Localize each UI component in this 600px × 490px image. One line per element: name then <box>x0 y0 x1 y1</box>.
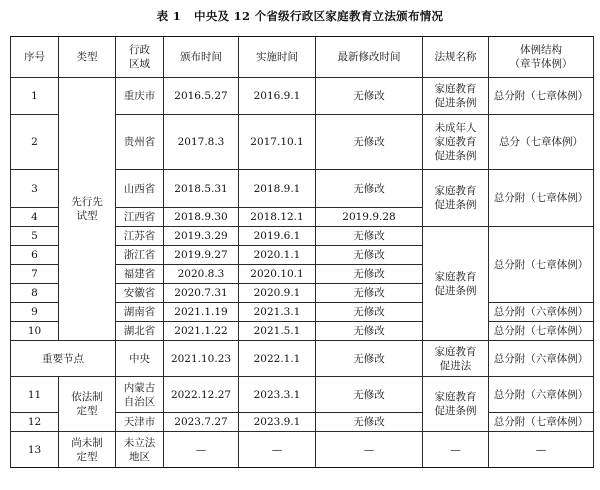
cell-effective: 2020.10.1 <box>239 265 316 284</box>
cell-effective: 2021.5.1 <box>239 322 316 341</box>
cell-structure: 总分附（七章体例） <box>489 78 594 115</box>
type-legislated: 依法制 定型 <box>59 377 116 432</box>
cell-region: 湖南省 <box>116 303 164 322</box>
cell-law-name: 家庭教育 促进法 <box>423 341 489 377</box>
cell-promulgated: 2020.7.31 <box>164 284 239 303</box>
caption-text: 中央及 12 个省级行政区家庭教育立法颁布情况 <box>193 9 444 23</box>
cell-promulgated: 2020.8.3 <box>164 265 239 284</box>
cell-index: 8 <box>11 284 59 303</box>
cell-revised: 无修改 <box>316 265 423 284</box>
cell-effective: 2017.10.1 <box>239 115 316 170</box>
type-key: 重要节点 <box>11 341 116 377</box>
cell-region: 浙江省 <box>116 246 164 265</box>
caption-label: 表 1 <box>156 9 182 23</box>
type-pending: 尚未制 定型 <box>59 432 116 468</box>
cell-region: 内蒙古 自治区 <box>116 377 164 413</box>
header-revised: 最新修改时间 <box>316 37 423 78</box>
cell-promulgated: 2021.1.22 <box>164 322 239 341</box>
cell-promulgated: 2021.1.19 <box>164 303 239 322</box>
cell-effective: 2023.3.1 <box>239 377 316 413</box>
cell-revised: 无修改 <box>316 246 423 265</box>
cell-law-name: 家庭教育 促进条例 <box>423 170 489 227</box>
cell-effective: 2020.1.1 <box>239 246 316 265</box>
table-caption <box>0 8 600 24</box>
cell-index: 4 <box>11 208 59 227</box>
cell-structure: 总分附（六章体例） <box>489 377 594 413</box>
cell-revised: 无修改 <box>316 303 423 322</box>
header-row <box>11 37 594 78</box>
header-index: 序号 <box>11 37 59 78</box>
table-row <box>11 341 594 377</box>
cell-structure: 总分附（七章体例） <box>489 413 594 432</box>
cell-revised: 无修改 <box>316 78 423 115</box>
cell-law-name: 家庭教育 促进条例 <box>423 227 489 341</box>
cell-effective: — <box>239 432 316 468</box>
header-structure: 体例结构 （章节体例） <box>489 37 594 78</box>
cell-effective: 2020.9.1 <box>239 284 316 303</box>
cell-revised: 无修改 <box>316 322 423 341</box>
cell-promulgated: 2017.8.3 <box>164 115 239 170</box>
cell-structure: 总分附（七章体例） <box>489 170 594 227</box>
cell-effective: 2018.12.1 <box>239 208 316 227</box>
cell-index: 3 <box>11 170 59 208</box>
cell-region: 江西省 <box>116 208 164 227</box>
cell-promulgated: — <box>164 432 239 468</box>
header-region: 行政 区域 <box>116 37 164 78</box>
cell-region: 天津市 <box>116 413 164 432</box>
header-law-name: 法规名称 <box>423 37 489 78</box>
cell-structure: 总分附（六章体例） <box>489 341 594 377</box>
cell-index: 1 <box>11 78 59 115</box>
cell-promulgated: 2021.10.23 <box>164 341 239 377</box>
cell-structure: 总分（七章体例） <box>489 115 594 170</box>
cell-promulgated: 2016.5.27 <box>164 78 239 115</box>
cell-effective: 2021.3.1 <box>239 303 316 322</box>
legislation-table <box>10 36 594 468</box>
cell-index: 7 <box>11 265 59 284</box>
cell-revised: 2019.9.28 <box>316 208 423 227</box>
cell-structure: 总分附（七章体例） <box>489 322 594 341</box>
cell-effective: 2016.9.1 <box>239 78 316 115</box>
cell-region: 山西省 <box>116 170 164 208</box>
cell-revised: 无修改 <box>316 115 423 170</box>
table-row <box>11 377 594 413</box>
cell-index: 9 <box>11 303 59 322</box>
cell-law-name: 家庭教育 促进条例 <box>423 377 489 432</box>
cell-effective: 2023.9.1 <box>239 413 316 432</box>
header-type: 类型 <box>59 37 116 78</box>
cell-revised: 无修改 <box>316 284 423 303</box>
cell-promulgated: 2023.7.27 <box>164 413 239 432</box>
cell-region: 福建省 <box>116 265 164 284</box>
cell-law-name: — <box>423 432 489 468</box>
cell-promulgated: 2018.9.30 <box>164 208 239 227</box>
header-promulgated: 颁布时间 <box>164 37 239 78</box>
cell-structure: 总分附（七章体例） <box>489 227 594 303</box>
cell-law-name: 家庭教育 促进条例 <box>423 78 489 115</box>
cell-revised: 无修改 <box>316 170 423 208</box>
cell-revised: 无修改 <box>316 227 423 246</box>
cell-promulgated: 2019.9.27 <box>164 246 239 265</box>
cell-index: 2 <box>11 115 59 170</box>
cell-law-name: 未成年人 家庭教育 促进条例 <box>423 115 489 170</box>
cell-effective: 2018.9.1 <box>239 170 316 208</box>
header-effective: 实施时间 <box>239 37 316 78</box>
cell-region: 安徽省 <box>116 284 164 303</box>
cell-revised: — <box>316 432 423 468</box>
cell-effective: 2022.1.1 <box>239 341 316 377</box>
cell-promulgated: 2018.5.31 <box>164 170 239 208</box>
cell-region: 中央 <box>116 341 164 377</box>
cell-index: 12 <box>11 413 59 432</box>
cell-index: 13 <box>11 432 59 468</box>
cell-index: 10 <box>11 322 59 341</box>
cell-structure: 总分附（六章体例） <box>489 303 594 322</box>
cell-revised: 无修改 <box>316 413 423 432</box>
cell-region: 湖北省 <box>116 322 164 341</box>
cell-revised: 无修改 <box>316 377 423 413</box>
cell-effective: 2019.6.1 <box>239 227 316 246</box>
cell-region: 未立法 地区 <box>116 432 164 468</box>
table-row <box>11 432 594 468</box>
cell-promulgated: 2022.12.27 <box>164 377 239 413</box>
type-pilot: 先行先 试型 <box>59 78 116 341</box>
cell-structure: — <box>489 432 594 468</box>
cell-promulgated: 2019.3.29 <box>164 227 239 246</box>
cell-index: 5 <box>11 227 59 246</box>
table-row <box>11 78 594 115</box>
cell-region: 贵州省 <box>116 115 164 170</box>
cell-index: 6 <box>11 246 59 265</box>
cell-region: 重庆市 <box>116 78 164 115</box>
cell-revised: 无修改 <box>316 341 423 377</box>
cell-index: 11 <box>11 377 59 413</box>
cell-region: 江苏省 <box>116 227 164 246</box>
